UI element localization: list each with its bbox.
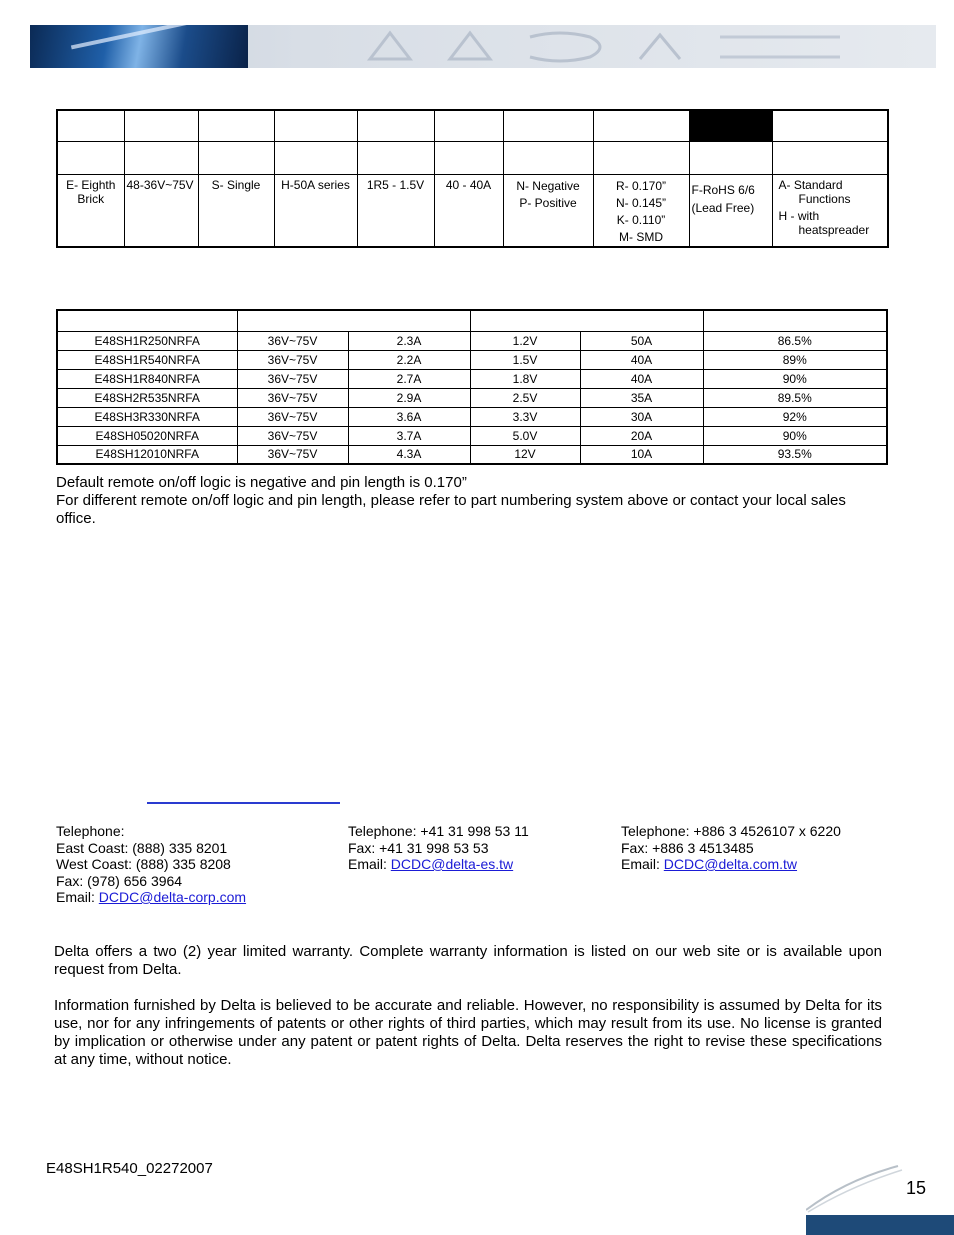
pn-cell bbox=[124, 141, 198, 174]
pn-option-cell bbox=[198, 174, 274, 247]
model-number: E48SH2R535NRFA bbox=[57, 388, 237, 407]
usa-email-link[interactable]: DCDC@delta-corp.com bbox=[98, 889, 247, 905]
model-header-cell bbox=[470, 310, 703, 331]
model-header-cell bbox=[703, 310, 887, 331]
usa-email-line bbox=[56, 889, 246, 906]
input-voltage: 36V~75V bbox=[237, 350, 348, 369]
efficiency: 93.5% bbox=[703, 445, 887, 464]
usa-telephone-label: Telephone: bbox=[56, 823, 125, 839]
output-current: 50A bbox=[580, 331, 703, 350]
pn-cell bbox=[57, 141, 124, 174]
warranty-paragraph: Delta offers a two (2) year limited warranty. Complete warranty information is listed on our web site or is available upon request from Delta. bbox=[54, 943, 882, 978]
table-row bbox=[57, 350, 887, 369]
input-current: 2.7A bbox=[348, 369, 470, 388]
delta-watermark-icon bbox=[360, 29, 860, 65]
pn-option-line: F-RoHS 6/6 bbox=[691, 182, 755, 197]
email-label: Email: bbox=[56, 889, 99, 905]
pn-cell bbox=[503, 110, 593, 141]
pn-option-line: N- 0.145” bbox=[615, 195, 667, 210]
input-voltage: 36V~75V bbox=[237, 445, 348, 464]
table-row bbox=[57, 331, 887, 350]
usa-west-coast: West Coast: (888) 335 8208 bbox=[56, 856, 231, 872]
model-header-cell bbox=[57, 310, 237, 331]
pn-option-line: K- 0.110” bbox=[616, 212, 666, 227]
pn-option-line: E- Eighth bbox=[66, 177, 116, 192]
usa-fax: Fax: (978) 656 3964 bbox=[56, 872, 183, 889]
pn-option-line: Functions bbox=[798, 191, 851, 206]
pn-cell bbox=[274, 110, 357, 141]
output-current: 35A bbox=[580, 388, 703, 407]
efficiency: 92% bbox=[703, 407, 887, 426]
pn-option-cell bbox=[593, 174, 689, 247]
model-number: E48SH1R840NRFA bbox=[57, 369, 237, 388]
footer-corner-swoosh-icon bbox=[806, 1160, 954, 1235]
pn-option-line: (Lead Free) bbox=[691, 200, 755, 215]
pn-option-cell bbox=[434, 174, 503, 247]
input-voltage: 36V~75V bbox=[237, 388, 348, 407]
pn-option-line: S- Single bbox=[211, 177, 261, 192]
pn-option-cell bbox=[689, 174, 772, 247]
part-numbering-table bbox=[56, 109, 889, 248]
efficiency: 89.5% bbox=[703, 388, 887, 407]
output-voltage: 1.8V bbox=[470, 369, 580, 388]
input-current: 3.6A bbox=[348, 407, 470, 426]
pn-option-line: A- Standard bbox=[778, 177, 843, 192]
pn-cell bbox=[503, 141, 593, 174]
banner-photo bbox=[30, 25, 248, 68]
pn-option-cell bbox=[357, 174, 434, 247]
pn-option-line: Brick bbox=[77, 191, 105, 206]
model-header-cell bbox=[237, 310, 470, 331]
contact-europe bbox=[348, 823, 529, 873]
pn-option-line: 40 - 40A bbox=[445, 177, 492, 192]
asia-email-line bbox=[621, 856, 841, 873]
note-office: office. bbox=[56, 510, 96, 527]
model-selection-table bbox=[56, 309, 888, 465]
usa-east-coast: East Coast: (888) 335 8201 bbox=[56, 839, 228, 856]
disclaimer-paragraph: Information furnished by Delta is believed to be accurate and reliable. However, no responsibility is assumed by Delta for its use, nor for any infringements of patents or other rights of third parties, which may result from its use. No license is granted by implication or otherwise under any patent or patent rights of Delta. Delta reserves the right to revise these specifications at any time, without notice. bbox=[54, 997, 882, 1068]
input-current: 2.2A bbox=[348, 350, 470, 369]
output-current: 40A bbox=[580, 350, 703, 369]
output-voltage: 1.5V bbox=[470, 350, 580, 369]
pn-cell bbox=[198, 141, 274, 174]
pn-option-cell bbox=[124, 174, 198, 247]
output-current: 30A bbox=[580, 407, 703, 426]
pn-option-line: heatspreader bbox=[798, 222, 870, 237]
table-row bbox=[57, 369, 887, 388]
asia-fax: Fax: +886 3 4513485 bbox=[621, 839, 754, 856]
pn-cell bbox=[357, 110, 434, 141]
europe-fax: Fax: +41 31 998 53 53 bbox=[348, 839, 489, 856]
europe-email-line bbox=[348, 856, 529, 873]
europe-email-link[interactable]: DCDC@delta-es.tw bbox=[390, 856, 514, 872]
email-label: Email: bbox=[348, 856, 391, 872]
table-row bbox=[57, 407, 887, 426]
pn-cell bbox=[772, 110, 888, 141]
input-voltage: 36V~75V bbox=[237, 407, 348, 426]
input-current: 3.7A bbox=[348, 426, 470, 445]
model-number: E48SH05020NRFA bbox=[57, 426, 237, 445]
output-current: 20A bbox=[580, 426, 703, 445]
output-voltage: 3.3V bbox=[470, 407, 580, 426]
input-voltage: 36V~75V bbox=[237, 369, 348, 388]
page-number: 15 bbox=[906, 1178, 927, 1198]
table-row bbox=[57, 426, 887, 445]
email-label: Email: bbox=[621, 856, 664, 872]
output-voltage: 1.2V bbox=[470, 331, 580, 350]
pn-option-line: M- SMD bbox=[619, 229, 663, 244]
pn-option-cell bbox=[503, 174, 593, 247]
output-voltage: 5.0V bbox=[470, 426, 580, 445]
model-number: E48SH3R330NRFA bbox=[57, 407, 237, 426]
model-number: E48SH1R540NRFA bbox=[57, 350, 237, 369]
input-voltage: 36V~75V bbox=[237, 331, 348, 350]
pn-option-line: P- Positive bbox=[519, 195, 577, 210]
pn-cell bbox=[198, 110, 274, 141]
model-number: E48SH12010NRFA bbox=[57, 445, 237, 464]
pn-option-cell bbox=[772, 174, 888, 247]
document-code: E48SH1R540_02272007 bbox=[46, 1160, 213, 1177]
pn-option-cell bbox=[274, 174, 357, 247]
header-banner bbox=[30, 25, 936, 68]
pn-cell bbox=[124, 110, 198, 141]
input-current: 4.3A bbox=[348, 445, 470, 464]
pn-option-line: H-50A series bbox=[281, 177, 350, 192]
pn-cell bbox=[357, 141, 434, 174]
pn-option-line: N- Negative bbox=[516, 178, 580, 193]
europe-telephone: Telephone: +41 31 998 53 11 bbox=[348, 823, 529, 839]
table-row bbox=[57, 388, 887, 407]
input-voltage: 36V~75V bbox=[237, 426, 348, 445]
pn-cell bbox=[593, 141, 689, 174]
pn-cell-dark bbox=[689, 110, 772, 141]
contact-asia bbox=[621, 823, 841, 873]
table-row bbox=[57, 445, 887, 464]
efficiency: 90% bbox=[703, 426, 887, 445]
note-different-logic: For different remote on/off logic and pin length, please refer to part numbering system above or contact your local sales bbox=[56, 492, 846, 509]
efficiency: 90% bbox=[703, 369, 887, 388]
efficiency: 86.5% bbox=[703, 331, 887, 350]
pn-cell bbox=[689, 141, 772, 174]
pn-option-line: H - with bbox=[778, 208, 820, 223]
output-current: 10A bbox=[580, 445, 703, 464]
model-number: E48SH1R250NRFA bbox=[57, 331, 237, 350]
input-current: 2.9A bbox=[348, 388, 470, 407]
link-underline-divider bbox=[147, 802, 340, 804]
efficiency: 89% bbox=[703, 350, 887, 369]
pn-option-line: 48-36V~75V bbox=[126, 177, 194, 192]
pn-cell bbox=[57, 110, 124, 141]
asia-telephone: Telephone: +886 3 4526107 x 6220 bbox=[621, 823, 841, 839]
pn-option-cell bbox=[57, 174, 124, 247]
pn-cell bbox=[434, 141, 503, 174]
note-default-logic: Default remote on/off logic is negative and pin length is 0.170” bbox=[56, 474, 467, 491]
output-voltage: 12V bbox=[470, 445, 580, 464]
pn-cell bbox=[593, 110, 689, 141]
contact-usa bbox=[56, 823, 246, 906]
input-current: 2.3A bbox=[348, 331, 470, 350]
output-voltage: 2.5V bbox=[470, 388, 580, 407]
pn-option-line: 1R5 - 1.5V bbox=[366, 177, 425, 192]
pn-cell bbox=[434, 110, 503, 141]
asia-email-link[interactable]: DCDC@delta.com.tw bbox=[663, 856, 798, 872]
pn-option-line: R- 0.170” bbox=[615, 178, 667, 193]
pn-cell bbox=[772, 141, 888, 174]
pn-cell bbox=[274, 141, 357, 174]
output-current: 40A bbox=[580, 369, 703, 388]
